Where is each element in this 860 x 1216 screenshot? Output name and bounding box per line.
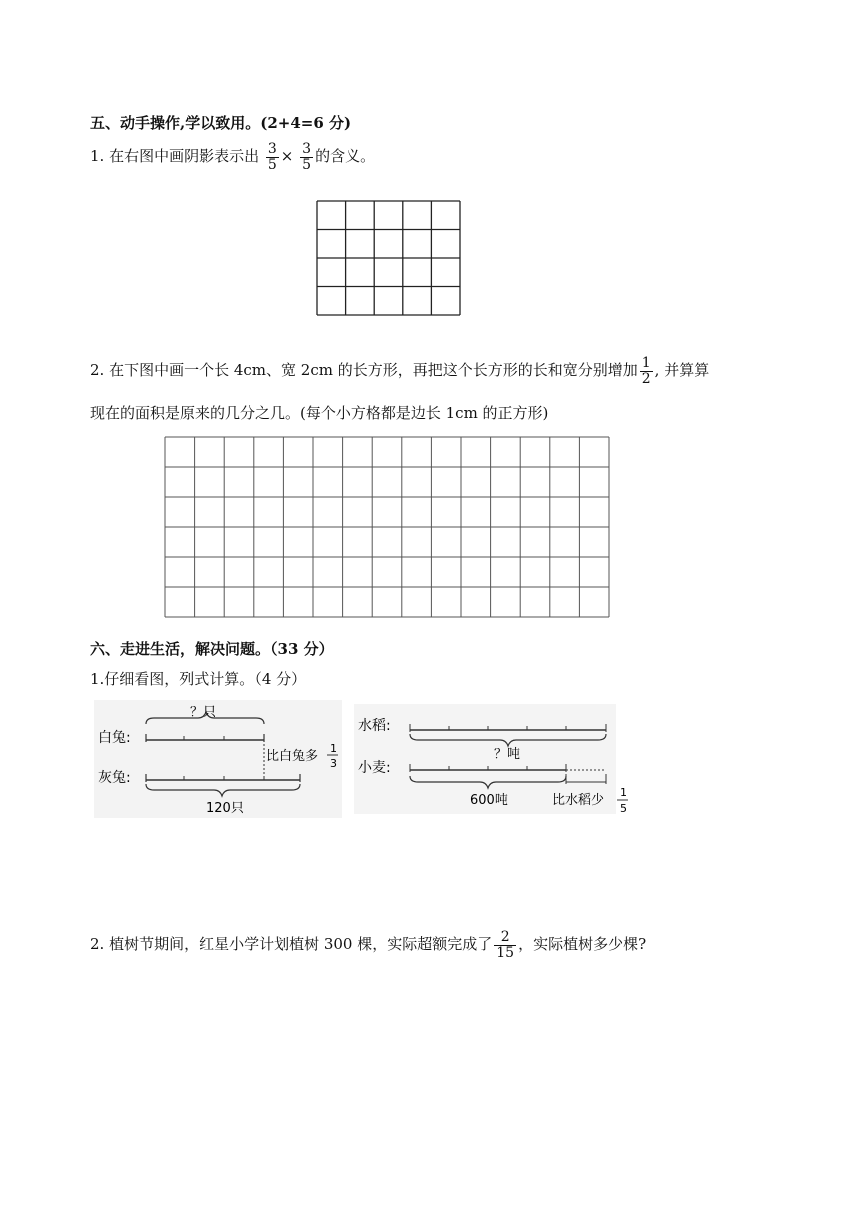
s6-q1-text: 1.仔细看图，列式计算。（4 分）: [90, 670, 307, 688]
white-rabbit-label: 白兔:: [98, 730, 131, 746]
times-sign: ×: [280, 147, 294, 166]
frac-numerator: 3: [302, 141, 312, 157]
section6-title: 六、走进生活，解决问题。（33 分）: [90, 640, 334, 658]
s6-q2-prefix: 2. 植树节期间，红星小学计划植树 300 棵，实际超额完成了: [90, 935, 493, 954]
s5-q1-suffix: 的含义。: [315, 147, 376, 166]
compare-frac-num: 1: [620, 786, 627, 799]
bottom-label: 120只: [206, 801, 244, 816]
compare-frac-num: 1: [330, 742, 337, 755]
frac-denominator: 15: [496, 944, 515, 961]
frac-denominator: 5: [302, 156, 312, 173]
section5-title: 五、动手操作,学以致用。(2+4=6 分): [90, 114, 352, 132]
s5-q2-fraction: [640, 356, 653, 386]
bottom-label: 600吨: [470, 793, 508, 808]
compare-frac-den: 3: [330, 757, 337, 770]
frac-numerator: 2: [494, 930, 516, 946]
rice-label: 水稻:: [358, 718, 391, 734]
s6-q2-text: [90, 930, 646, 960]
crop-diagram: [354, 704, 634, 822]
frac-numerator: 1: [641, 355, 651, 371]
compare-frac-den: 5: [620, 802, 627, 815]
rabbit-diagram: [94, 700, 342, 818]
s5-q2-suffix: , 并算算: [654, 361, 710, 380]
s5-q2-line2: 现在的面积是原来的几分之几。(每个小方格都是边长 1cm 的正方形): [90, 404, 549, 422]
middle-label: ？吨: [494, 747, 521, 762]
s5-q2-grid[interactable]: [164, 436, 612, 618]
s5-q2-line1: [90, 356, 709, 386]
s5-q1-fraction-1: [266, 142, 279, 172]
s6-q2-suffix: ，实际植树多少棵?: [518, 935, 647, 954]
top-label: ？只: [190, 705, 217, 720]
s6-q2-fraction: [494, 930, 516, 960]
s5-q1-text: [90, 142, 375, 172]
frac-denominator: 2: [641, 370, 651, 387]
s5-q2-prefix: 2. 在下图中画一个长 4cm、宽 2cm 的长方形，再把这个长方形的长和宽分别增加: [90, 361, 638, 380]
s5-q1-prefix: 1. 在右图中画阴影表示出: [90, 147, 260, 166]
frac-numerator: 3: [267, 141, 277, 157]
gray-rabbit-label: 灰兔:: [98, 770, 131, 786]
frac-denominator: 5: [267, 156, 277, 173]
compare-text: 比白兔多: [266, 749, 319, 764]
compare-text: 比水稻少: [552, 793, 605, 808]
s5-q1-fraction-2: [300, 142, 313, 172]
wheat-label: 小麦:: [358, 760, 391, 776]
s5-q1-grid[interactable]: [316, 200, 462, 318]
